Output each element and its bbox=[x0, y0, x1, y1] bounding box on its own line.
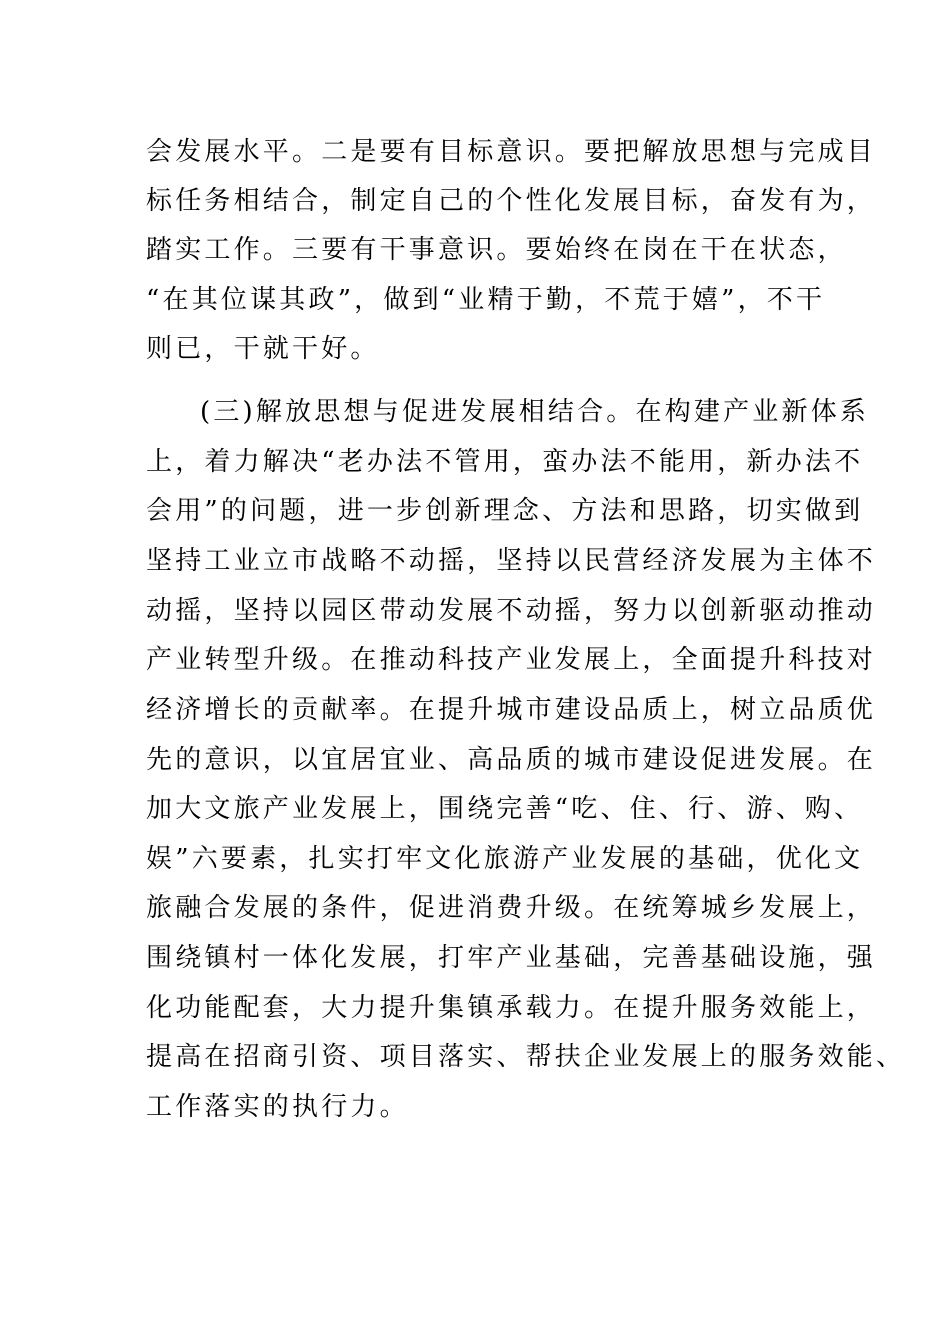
text-line: “在其位谋其政”，做到“业精于勤，不荒于嬉”，不干 bbox=[146, 285, 826, 315]
text-line: 动摇，坚持以园区带动发展不动摇，努力以创新驱动推动 bbox=[146, 596, 877, 626]
text-line: 上，着力解决“老办法不管用，蛮办法不能用，新办法不 bbox=[146, 447, 864, 477]
text-line: 旅融合发展的条件，促进消费升级。在统筹城乡发展上， bbox=[146, 893, 877, 923]
text-line: 会发展水平。二是要有目标意识。要把解放思想与完成目 bbox=[146, 137, 877, 167]
text-line: 则已，干就干好。 bbox=[146, 334, 380, 364]
text-line: 化功能配套，大力提升集镇承载力。在提升服务效能上， bbox=[146, 993, 877, 1023]
text-line: 坚持工业立市战略不动摇，坚持以民营经济发展为主体不 bbox=[146, 546, 877, 576]
text-line: 加大文旅产业发展上，围绕完善“吃、住、行、游、购、 bbox=[146, 794, 864, 824]
text-line: 会用”的问题，进一步创新理念、方法和思路，切实做到 bbox=[146, 496, 864, 526]
text-line: 先的意识，以宜居宜业、高品质的城市建设促进发展。在 bbox=[146, 745, 877, 775]
text-line: 围绕镇村一体化发展，打牢产业基础，完善基础设施，强 bbox=[146, 943, 877, 973]
text-line: 经济增长的贡献率。在提升城市建设品质上，树立品质优 bbox=[146, 695, 877, 725]
text-line: 踏实工作。三要有干事意识。要始终在岗在干在状态， bbox=[146, 235, 847, 265]
text-line: 提高在招商引资、项目落实、帮扶企业发展上的服务效能、 bbox=[146, 1042, 906, 1072]
section-heading-line: (三)解放思想与促进发展相结合。在构建产业新体系 bbox=[200, 397, 870, 427]
text-line: 产业转型升级。在推动科技产业发展上，全面提升科技对 bbox=[146, 645, 877, 675]
text-line: 娱”六要素，扎实打牢文化旅游产业发展的基础，优化文 bbox=[146, 844, 864, 874]
text-line: 标任务相结合，制定自己的个性化发展目标，奋发有为， bbox=[146, 186, 877, 216]
text-line: 工作落实的执行力。 bbox=[146, 1092, 409, 1122]
